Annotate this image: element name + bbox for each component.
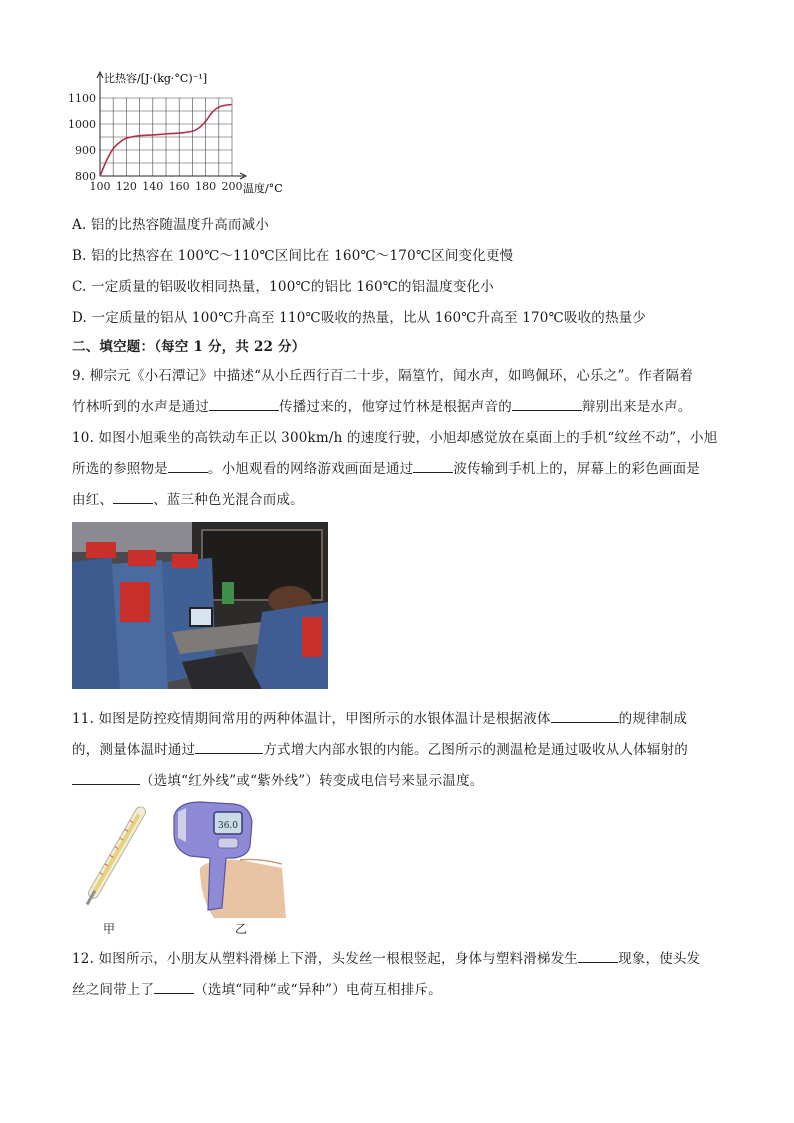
chart-x-label: 温度/°C	[243, 182, 283, 195]
q10-text-e: 、蓝三种色光混合而成。	[153, 492, 304, 508]
q9-line-2	[72, 395, 692, 415]
q11-text-d: 方式增大内部水银的内能。乙图所示的测温枪是通过吸收从人体辐射的	[263, 742, 689, 758]
caption-yi: 乙	[235, 922, 248, 936]
option-d: D. 一定质量的铝从 100℃升高至 110℃吸收的热量，比从 160℃升高至 170℃吸收的热量少	[72, 310, 647, 326]
caption-jia: 甲	[103, 922, 116, 936]
x-tick-label: 140	[142, 180, 164, 193]
q11-text-a: 11. 如图是防控疫情期间常用的两种体温计，甲图所示的水银体温计是根据液体	[72, 711, 551, 727]
q12-text-c: 丝之间带上了	[72, 982, 155, 998]
q10-line-3	[72, 488, 304, 508]
x-tick-label: 100	[89, 180, 111, 193]
q10-blank-3[interactable]	[113, 491, 153, 504]
y-tick-label: 1100	[68, 92, 96, 105]
gun-display-reading: 36.0	[217, 821, 239, 831]
q12-blank-2[interactable]	[154, 981, 194, 994]
q10-text-c: 波传输到手机上的，屏幕上的彩色画面是	[453, 461, 701, 477]
infrared-thermometer-gun-image	[170, 798, 286, 918]
q9-blank-2[interactable]	[512, 398, 582, 411]
train-interior-photo	[72, 522, 328, 689]
q10-line-2	[72, 457, 700, 477]
specific-heat-chart	[60, 64, 300, 200]
q10-text-b: 。小旭观看的网络游戏画面是通过	[207, 461, 414, 477]
q11-line-3	[72, 769, 484, 789]
q9-text-a: 竹林听到的水声是通过	[72, 399, 209, 415]
option-b: B. 铝的比热容在 100℃～110℃区间比在 160℃～170℃区间变化更慢	[72, 248, 514, 264]
x-tick-label: 160	[168, 180, 190, 193]
q11-text-e: （选填“红外线”或“紫外线”）转变成电信号来显示温度。	[140, 773, 484, 789]
chart-grid	[100, 98, 232, 176]
x-tick-label: 180	[195, 180, 217, 193]
q11-text-c: 的，测量体温时通过	[72, 742, 196, 758]
y-tick-label: 1000	[68, 118, 96, 131]
q10-line-1: 10. 如图小旭乘坐的高铁动车正以 300km/h 的速度行驶，小旭却感觉放在桌面上的手机“纹丝不动”，小旭	[72, 430, 718, 446]
y-tick-label: 800	[75, 170, 96, 183]
q10-blank-2[interactable]	[413, 460, 453, 473]
x-tick-label: 120	[115, 180, 137, 193]
q9-text-c: 辩别出来是水声。	[581, 399, 692, 415]
x-tick-label: 200	[221, 180, 243, 193]
q12-blank-1[interactable]	[578, 950, 618, 963]
q11-line-2	[72, 738, 688, 758]
q11-line-1	[72, 707, 687, 727]
option-c: C. 一定质量的铝吸收相同热量，100℃的铝比 160℃的铝温度变化小	[72, 279, 494, 295]
q10-text-a: 所选的参照物是	[72, 461, 168, 477]
q10-blank-1[interactable]	[168, 460, 208, 473]
q11-blank-1[interactable]	[551, 710, 619, 723]
y-tick-label: 900	[75, 144, 96, 157]
q9-blank-1[interactable]	[209, 398, 279, 411]
chart-y-label: 比热容/[J·(kg·°C)⁻¹]	[104, 72, 208, 85]
q11-blank-3[interactable]	[72, 772, 140, 785]
chart-ticks	[68, 92, 243, 193]
mercury-thermometer-image	[74, 798, 156, 914]
section-title: 二、填空题：（每空 1 分，共 22 分）	[72, 339, 306, 355]
q9-text-b: 传播过来的，他穿过竹林是根据声音的	[279, 399, 512, 415]
option-a: A. 铝的比热容随温度升高而减小	[72, 217, 270, 233]
q12-line-2	[72, 978, 442, 998]
q12-line-1	[72, 947, 700, 967]
q12-text-a: 12. 如图所示，小朋友从塑料滑梯上下滑，头发丝一根根竖起，身体与塑料滑梯发生	[72, 951, 579, 967]
q11-text-b: 的规律制成	[618, 711, 688, 727]
q10-text-d: 由红、	[72, 492, 114, 508]
q12-text-d: （选填“同种”或“异种”）电荷互相排斥。	[194, 982, 442, 998]
q9-line-1: 9. 柳宗元《小石潭记》中描述“从小丘西行百二十步，隔篁竹，闻水声，如鸣佩环，心乐之”。作者隔着	[72, 368, 694, 384]
q11-blank-2[interactable]	[195, 741, 263, 754]
q12-text-b: 现象，使头发	[618, 951, 701, 967]
